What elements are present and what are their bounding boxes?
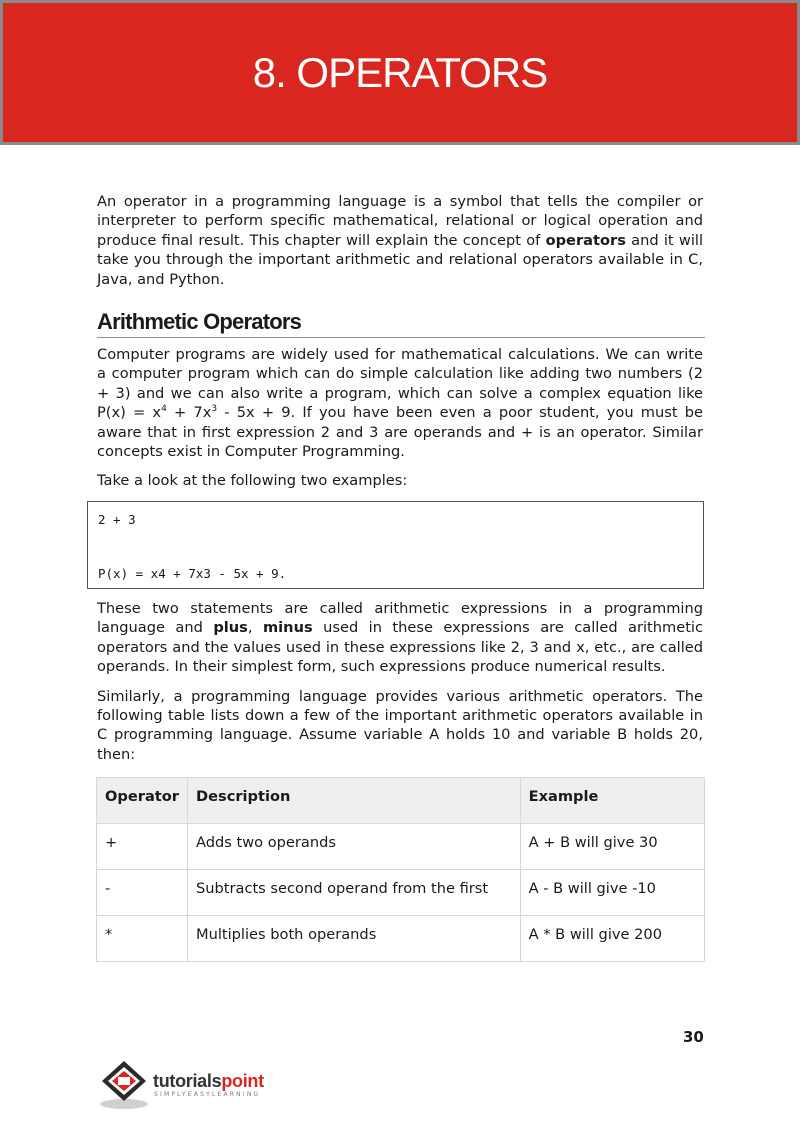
section-heading: Arithmetic Operators bbox=[97, 308, 705, 338]
table-cell: A + B will give 30 bbox=[520, 824, 704, 870]
table-cell: A - B will give -10 bbox=[520, 870, 704, 916]
chapter-title: 8. OPERATORS bbox=[252, 49, 548, 96]
operators-table bbox=[96, 777, 705, 962]
header-cell: Example bbox=[520, 778, 704, 824]
header-cell: Operator bbox=[97, 778, 188, 824]
expressions-paragraph: These two statements are called arithmetic expressions in a programming language and plus, minus used in these expressions are called arithmetic operators and the values used in these expressions like 2, 3 and x, etc., are called operands. In their simplest form, such expressions produce numerical results. bbox=[97, 599, 704, 676]
table-cell: + bbox=[97, 824, 188, 870]
chapter-banner bbox=[0, 0, 800, 145]
header-cell: Description bbox=[188, 778, 521, 824]
table-cell: - bbox=[97, 870, 188, 916]
table-row bbox=[97, 824, 705, 870]
intro-paragraph: An operator in a programming language is a symbol that tells the compiler or interpreter to perform specific mathematical, relational or logical operation and produce final result. This chapter will explain the concept of operators and it will take you through the important arithmetic and relational operators available in C, Java, and Python. bbox=[97, 193, 704, 288]
table-cell: Multiplies both operands bbox=[188, 916, 521, 962]
tutorialspoint-logo bbox=[96, 1057, 296, 1113]
table-row bbox=[97, 870, 705, 916]
code-block bbox=[87, 501, 704, 589]
operators-bold: operators bbox=[545, 231, 626, 249]
table-header-row bbox=[97, 778, 705, 824]
logo-tagline: SIMPLYEASYLEARNING bbox=[154, 1091, 261, 1098]
arithmetic-paragraph: Computer programs are widely used for mathematical calculations. We can write a computer program which can do simple calculation like adding two numbers (2 + 3) and we can also write a program, which can solve a complex equation like $P(x) = x^4 + 7x^3 - 5x + 9$. If you have been even a poor student, you must be aware that in first expression 2 and 3 are operands and + is an operator. Similar concepts exist in Computer Programming. bbox=[97, 346, 703, 461]
page-number: 30 bbox=[683, 1028, 704, 1046]
table-cell: * bbox=[97, 916, 188, 962]
table-cell: Subtracts second operand from the first bbox=[188, 870, 521, 916]
logo-wordmark: tutorialspoint bbox=[153, 1071, 264, 1091]
examples-intro: Take a look at the following two examples: bbox=[97, 472, 408, 490]
table-cell: Adds two operands bbox=[188, 824, 521, 870]
page-content bbox=[97, 192, 703, 962]
logo-emblem-icon bbox=[96, 1057, 152, 1113]
operators-paragraph: Similarly, a programming language provides various arithmetic operators. The following table lists down a few of the important arithmetic operators available in C programming language. Assume variable A holds 10 and variable B holds 20, then: bbox=[97, 687, 703, 763]
table-cell: A * B will give 200 bbox=[520, 916, 704, 962]
table-row bbox=[97, 916, 705, 962]
code-line: P(x) = x4 + 7x3 - 5x + 9. bbox=[98, 565, 287, 581]
code-line: 2 + 3 bbox=[98, 511, 136, 527]
